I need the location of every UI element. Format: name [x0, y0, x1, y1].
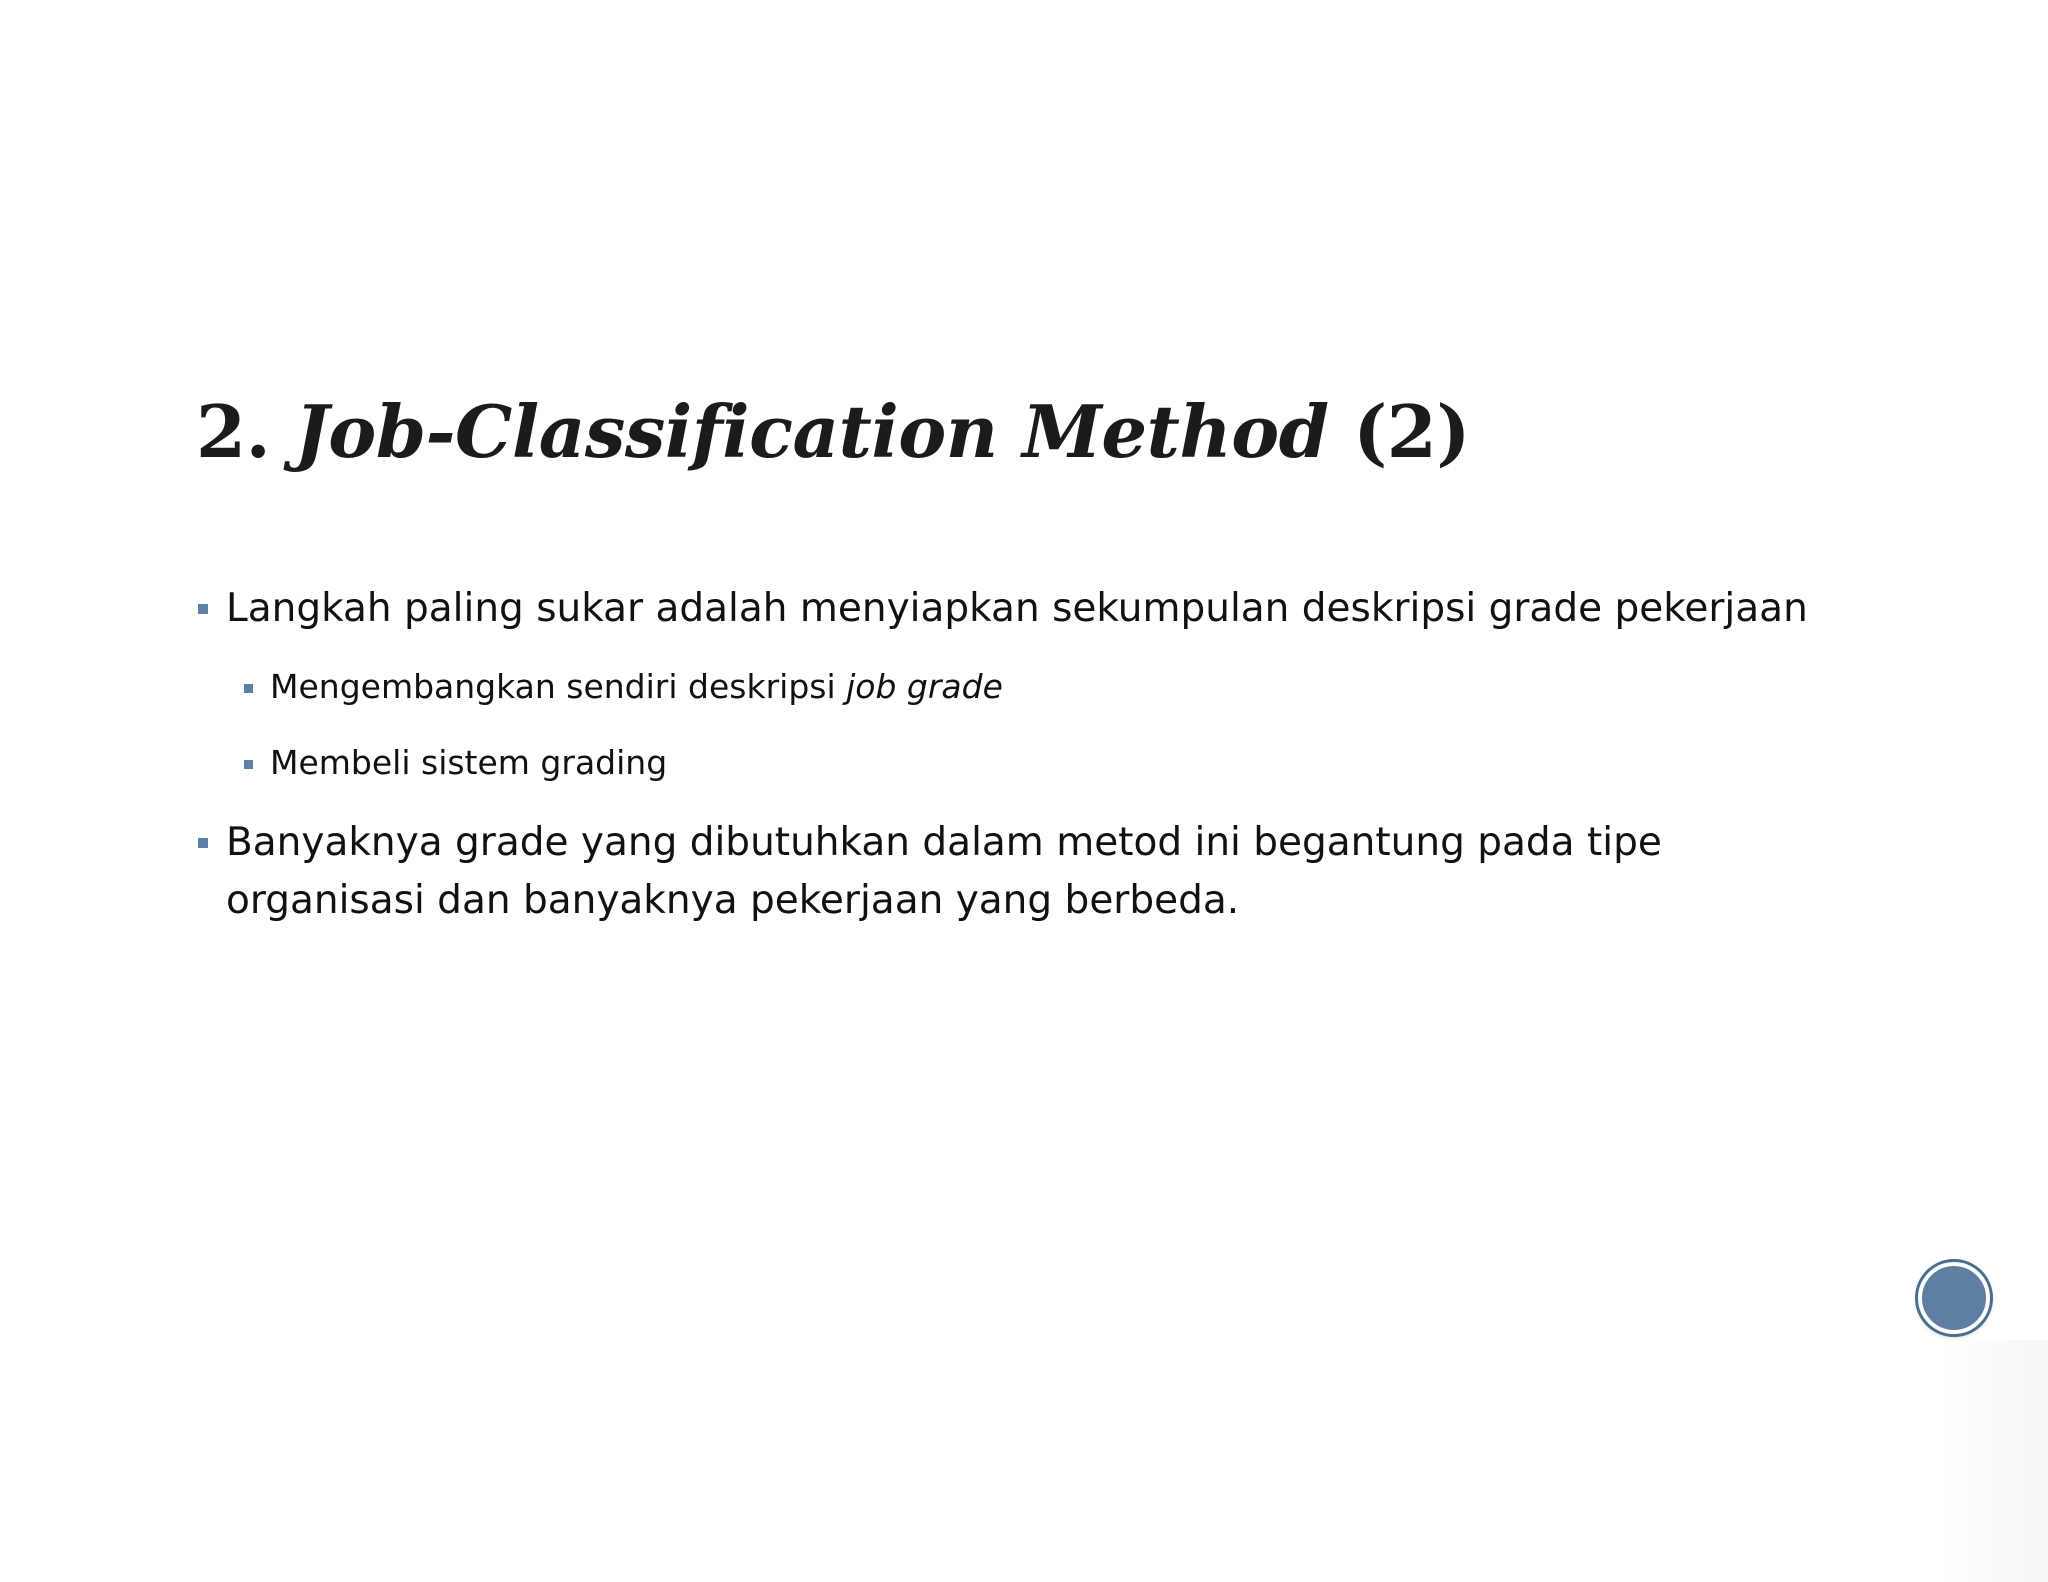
circle-nav-icon[interactable] [1918, 1262, 1990, 1334]
title-suffix: (2) [1328, 389, 1470, 474]
bullet-item [196, 814, 1856, 930]
sub-bullet-text: Membeli sistem grading [270, 743, 668, 782]
bullet-list [196, 580, 1856, 930]
corner-shade [1938, 1340, 2048, 1582]
sub-bullet-item [244, 664, 1856, 710]
bullet-text: Banyaknya grade yang dibutuhkan dalam metod ini begantung pada tipe organisasi dan banyaknya pekerjaan yang berbeda. [226, 820, 1662, 923]
slide-title [196, 384, 1470, 480]
sub-bullet-italic: job grade [846, 667, 1003, 706]
title-prefix: 2. [196, 389, 295, 474]
bullet-text: Langkah paling sukar adalah menyiapkan sekumpulan deskripsi grade pekerjaan [226, 586, 1808, 631]
bullet-item [196, 580, 1856, 638]
sub-bullet-text: Mengembangkan sendiri deskripsi [270, 667, 847, 706]
sub-bullet-item [244, 740, 1856, 786]
title-italic: Job-Classification Method [294, 389, 1329, 474]
